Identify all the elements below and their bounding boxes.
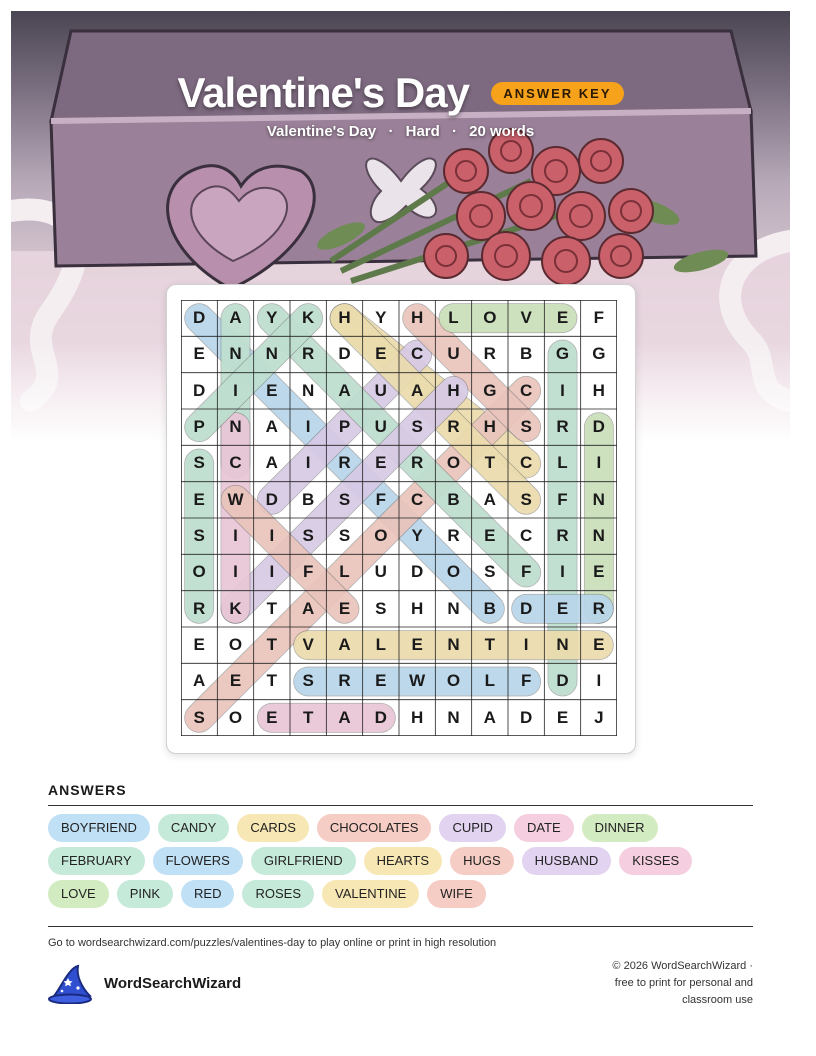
grid-cell: U (447, 344, 460, 364)
grid-cell: H (447, 380, 460, 400)
grid-cell: E (229, 671, 242, 691)
grid-cell: V (520, 308, 532, 327)
grid-cell: D (374, 707, 387, 727)
title-row (11, 69, 790, 117)
grid-cell: N (447, 635, 460, 654)
grid-cell: S (193, 526, 205, 545)
grid-cell: C (520, 380, 533, 400)
grid-cell: N (592, 526, 605, 545)
grid-cell: W (409, 671, 426, 691)
grid-cell: R (447, 417, 460, 436)
grid-cell: S (375, 598, 387, 618)
grid-cell: G (592, 344, 606, 364)
grid-cell: S (302, 526, 314, 545)
answer-word: RED (181, 880, 234, 908)
grid-cell: E (556, 598, 569, 618)
grid-cell: D (592, 417, 605, 436)
word-search-grid (181, 300, 617, 736)
grid-cell: H (411, 598, 424, 618)
grid-cell: R (483, 344, 496, 364)
grid-cell: A (302, 598, 315, 618)
brand-name: WordSearchWizard (104, 975, 242, 992)
grid-cell: F (593, 308, 605, 327)
grid-cell: U (374, 417, 387, 436)
grid-cell: S (338, 526, 351, 545)
answer-word: FEBRUARY (48, 847, 145, 875)
grid-cell: A (338, 707, 351, 727)
answer-word: ROSES (242, 880, 314, 908)
grid-cell: O (192, 562, 206, 582)
grid-cell: L (375, 635, 387, 654)
grid-cell: D (556, 671, 569, 691)
answer-word: CANDY (158, 814, 230, 842)
grid-cell: E (266, 707, 278, 727)
meta-separator: · (451, 123, 457, 140)
grid-cell: B (520, 344, 533, 364)
grid-cell: O (228, 635, 243, 654)
grid-cell: R (556, 526, 569, 545)
grid-cell: E (193, 344, 205, 364)
grid-cell: R (338, 453, 351, 473)
grid-cell: O (228, 707, 243, 727)
grid-cell: S (520, 489, 532, 509)
grid-cell: E (556, 707, 569, 727)
answers-list (48, 814, 753, 913)
grid-cell: G (555, 344, 570, 364)
grid-cell: R (556, 417, 569, 436)
grid-cell: I (305, 417, 311, 436)
grid-cell: U (374, 562, 387, 582)
grid-cell: E (484, 526, 496, 545)
grid-cell: I (233, 380, 238, 400)
grid-cell: L (484, 671, 496, 691)
answer-word: CHOCOLATES (317, 814, 432, 842)
page-title: Valentine's Day (177, 69, 469, 116)
grid-cell: E (556, 308, 569, 327)
grid-cell: K (302, 308, 315, 327)
grid-cell: H (338, 308, 351, 327)
grid-cell: E (375, 453, 387, 473)
grid-cell: E (375, 671, 387, 691)
answer-word: WIFE (427, 880, 486, 908)
grid-cell: F (375, 489, 387, 509)
copyright-line: classroom use (682, 994, 753, 1006)
grid-cell: O (446, 562, 461, 582)
answer-word: HEARTS (364, 847, 443, 875)
grid-cell: H (592, 380, 605, 400)
meta-separator: · (388, 123, 394, 140)
answer-word: HUSBAND (522, 847, 612, 875)
grid-cell: E (411, 635, 423, 654)
grid-cell: B (302, 489, 315, 509)
grid-cell: T (484, 453, 496, 473)
grid-cell: D (193, 308, 206, 327)
grid-cell: D (520, 707, 533, 727)
grid-cell: N (447, 707, 460, 727)
grid-cell: E (193, 635, 205, 654)
grid-cell: R (338, 671, 351, 691)
grid-cell: E (593, 635, 605, 654)
answer-word: HUGS (450, 847, 514, 875)
grid-cell: G (483, 380, 497, 400)
grid-cell: L (448, 308, 459, 327)
grid-cell: N (265, 344, 278, 364)
grid-cell: F (520, 671, 532, 691)
grid-cell: A (483, 489, 496, 509)
copyright-line: © 2026 WordSearchWizard · (612, 960, 753, 972)
grid-cell: S (193, 453, 205, 473)
grid-cell: D (520, 598, 533, 618)
grid-cell: R (193, 598, 206, 618)
grid-cell: I (233, 562, 238, 582)
grid-cell: D (411, 562, 424, 582)
answer-word: GIRLFRIEND (251, 847, 356, 875)
answer-word: PINK (117, 880, 173, 908)
grid-cell: N (447, 598, 460, 618)
grid-cell: N (592, 489, 605, 509)
grid-cell: Y (375, 308, 387, 327)
grid-cell: S (338, 489, 351, 509)
answer-word: VALENTINE (322, 880, 419, 908)
grid-cell: T (266, 671, 278, 691)
grid-cell: O (483, 308, 497, 327)
grid-cell: N (229, 344, 242, 364)
grid-cell: I (305, 453, 311, 473)
grid-cell: T (484, 635, 496, 654)
meta-difficulty: Hard (405, 123, 440, 140)
grid-cell: I (233, 526, 238, 545)
grid-cell: H (411, 707, 424, 727)
grid-cell: N (229, 417, 242, 436)
grid-cell: I (269, 526, 275, 545)
grid-cell: T (302, 707, 314, 727)
grid-cell: O (446, 671, 461, 691)
grid-cell: T (266, 635, 278, 654)
grid-cell: S (302, 671, 314, 691)
grid-cell: B (483, 598, 496, 618)
grid-cell: A (265, 417, 278, 436)
grid-cell: C (229, 453, 242, 473)
footer-divider (48, 926, 753, 927)
grid-cell: D (338, 344, 351, 364)
grid-cell: W (227, 489, 244, 509)
grid-cell: E (593, 562, 605, 582)
answer-word: BOYFRIEND (48, 814, 150, 842)
grid-cell: H (411, 308, 424, 327)
grid-cell: V (302, 635, 314, 654)
footer-note: Go to wordsearchwizard.com/puzzles/valentines-day to play online or print in high resolution (48, 937, 497, 949)
answer-word: DATE (514, 814, 574, 842)
grid-cell: S (484, 562, 496, 582)
grid-cell: A (338, 380, 351, 400)
meta-category: Valentine's Day (266, 123, 377, 140)
answer-word: LOVE (48, 880, 109, 908)
grid-cell: C (411, 489, 424, 509)
grid-cell: K (229, 598, 242, 618)
grid-cell: E (375, 344, 387, 364)
answer-word: CARDS (237, 814, 309, 842)
answer-word: KISSES (619, 847, 692, 875)
grid-cell: C (520, 526, 533, 545)
grid-cell: L (557, 453, 568, 473)
grid-cell: I (596, 453, 602, 473)
grid-cell: S (520, 417, 532, 436)
grid-cell: J (594, 707, 604, 727)
answer-word: CUPID (439, 814, 505, 842)
grid-cell: R (447, 526, 460, 545)
grid-cell: R (592, 598, 605, 618)
grid-cell: E (193, 489, 205, 509)
grid-cell: N (302, 380, 315, 400)
grid-cell: F (520, 562, 532, 582)
grid-cell: I (269, 562, 275, 582)
grid-cell: A (265, 453, 278, 473)
grid-cell: Y (411, 526, 423, 545)
grid-cell: E (338, 598, 351, 618)
grid-cell: I (596, 671, 602, 691)
answer-word: DINNER (582, 814, 658, 842)
grid-cell: C (520, 453, 533, 473)
grid-cell: O (446, 453, 461, 473)
grid-cell: A (193, 671, 206, 691)
grid-cell: S (193, 707, 205, 727)
meta-word-count: 20 words (469, 123, 535, 140)
grid-cell: A (483, 707, 496, 727)
grid-cell: R (411, 453, 424, 473)
grid-cell: I (560, 562, 565, 582)
grid-cell: R (302, 344, 315, 364)
grid-cell: F (302, 562, 314, 582)
answers-heading: ANSWERS (48, 782, 127, 798)
grid-cell: I (523, 635, 529, 654)
grid-cell: I (560, 380, 565, 400)
grid-cell: A (411, 380, 424, 400)
grid-cell: S (411, 417, 423, 436)
wizard-hat-icon (48, 964, 94, 1004)
grid-cell: T (266, 598, 278, 618)
grid-cell: F (557, 489, 568, 509)
answers-divider (48, 805, 753, 806)
puzzle-meta (11, 123, 790, 140)
grid-cell: H (483, 417, 496, 436)
grid-cell: D (193, 380, 206, 400)
grid-cell: E (266, 380, 278, 400)
grid-cell: U (374, 380, 387, 400)
grid-cell: A (229, 308, 242, 327)
grid-cell: C (411, 344, 424, 364)
grid-cell: O (374, 526, 388, 545)
grid-cell: Y (266, 308, 278, 327)
answer-word: FLOWERS (153, 847, 243, 875)
answer-key-badge: ANSWER KEY (491, 82, 623, 105)
grid-cell: L (339, 562, 350, 582)
copyright-line: free to print for personal and (614, 977, 753, 989)
grid-cell: P (338, 417, 351, 436)
grid-cell: N (556, 635, 569, 654)
grid-cell: B (447, 489, 460, 509)
brand[interactable] (48, 964, 242, 1004)
grid-cell: D (265, 489, 278, 509)
copyright (553, 958, 753, 1009)
grid-cell: P (193, 417, 205, 436)
grid-cell: A (338, 635, 351, 654)
